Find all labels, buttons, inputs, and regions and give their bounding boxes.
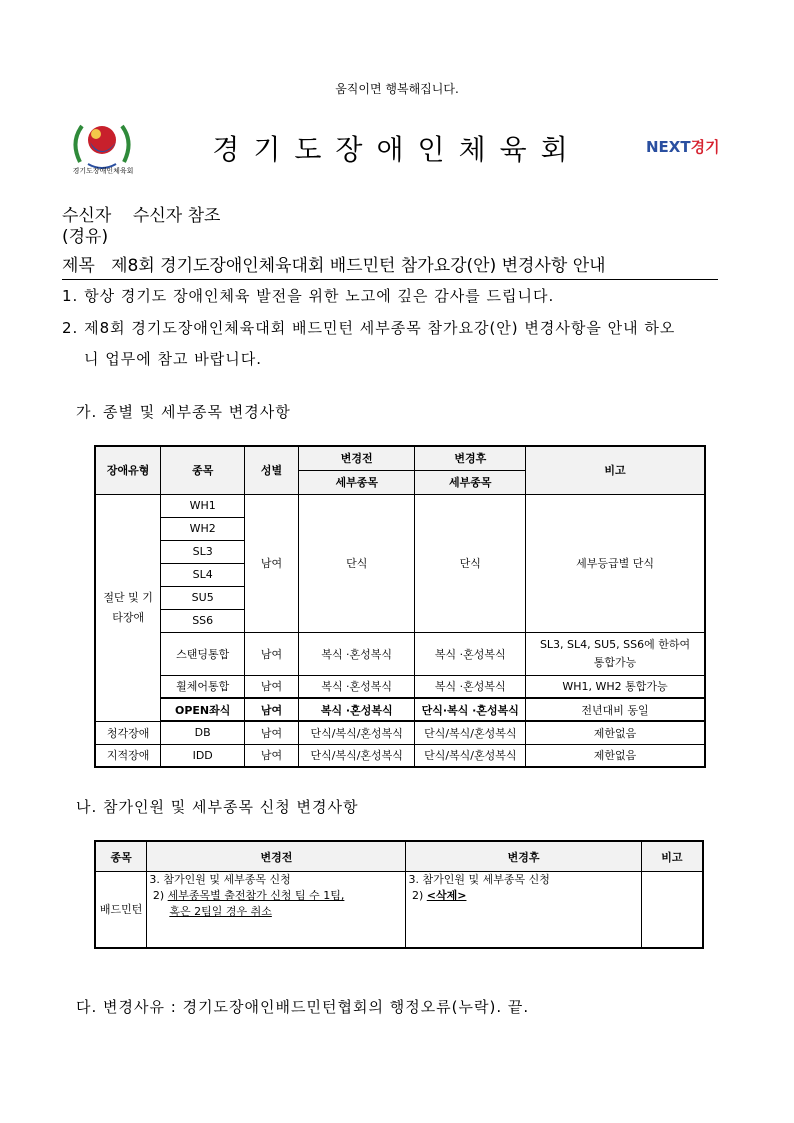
note-cell: WH1, WH2 통합가능: [526, 675, 705, 698]
organization-title: 경기도장애인체육회: [212, 133, 582, 166]
after-cell: 복식 ·혼성복식: [415, 675, 526, 698]
note-cell: 제한없음: [526, 744, 705, 767]
slogan: 움직이면 행복해집니다.: [335, 82, 459, 96]
t2-before-line-2: [149, 888, 405, 904]
section-a-heading: 가. 종별 및 세부종목 변경사항: [76, 403, 291, 421]
header-sub-after: 세부종목: [415, 470, 526, 494]
t2-before-cell: [147, 872, 406, 948]
t2-after-prefix: 2): [408, 889, 427, 902]
entry-change-table: [94, 840, 704, 949]
gender-cell: 남여: [245, 698, 299, 721]
conclusion: 다. 변경사유 : 경기도장애인배드민턴협회의 행정오류(누락). 끝.: [76, 998, 530, 1016]
next-gyeonggi-logo: [646, 136, 720, 157]
class-cell: SU5: [161, 586, 245, 609]
class-cell: SS6: [161, 609, 245, 632]
type-amputation: 절단 및 기타장애: [95, 494, 161, 721]
header-type: 장애유형: [95, 446, 161, 494]
t2-after-cell: [406, 872, 641, 948]
header-event: 종목: [161, 446, 245, 494]
logo-caption: 경기도장애인체육회: [72, 167, 134, 175]
header-before: 변경전: [298, 446, 415, 470]
note-cell: 제한없음: [526, 721, 705, 744]
t2-before-line: 3. 참가인원 및 세부종목 신청: [149, 873, 291, 886]
t2-before-text: 혹은 2팀일 경우 취소: [169, 905, 272, 918]
t2-after-line-2: [408, 888, 640, 904]
before-cell: 복식 ·혼성복식: [298, 698, 415, 721]
before-cell: 단식/복식/혼성복식: [298, 721, 415, 744]
paragraph-2: 2. 제8회 경기도장애인체육대회 배드민턴 세부종목 참가요강(안) 변경사항을 안내 하오: [62, 319, 676, 337]
class-cell: SL3: [161, 540, 245, 563]
class-gender: 남여: [245, 494, 299, 632]
via-label: (경유): [62, 227, 109, 247]
before-cell: 복식 ·혼성복식: [298, 675, 415, 698]
subject-line: [62, 251, 718, 280]
note-cell: [526, 632, 705, 675]
header-after: 변경후: [415, 446, 526, 470]
gender-cell: 남여: [245, 744, 299, 767]
class-note: 세부등급별 단식: [526, 494, 705, 632]
type-intellectual: 지적장애: [95, 744, 161, 767]
note-line: SL3, SL4, SU5, SS6에 한하여: [539, 637, 691, 651]
note-cell: 전년대비 동일: [526, 698, 705, 721]
recipient-value: 수신자 참조: [132, 206, 221, 226]
section-b-heading: 나. 참가인원 및 세부종목 신청 변경사항: [76, 798, 359, 816]
t2-header-after: 변경후: [406, 841, 641, 872]
class-after: 단식: [415, 494, 526, 632]
event-cell: IDD: [161, 744, 245, 767]
t2-header-before: 변경전: [147, 841, 406, 872]
t2-before-line-3: [149, 904, 405, 920]
t2-header-event: 종목: [95, 841, 147, 872]
recipient-label: 수신자: [62, 206, 112, 226]
after-cell: 단식/복식/혼성복식: [415, 721, 526, 744]
class-cell: WH1: [161, 494, 245, 517]
t2-after-text: <삭제>: [426, 889, 467, 902]
paragraph-1: 1. 항상 경기도 장애인체육 발전을 위한 노고에 깊은 감사를 드립니다.: [62, 287, 555, 305]
after-cell: 복식 ·혼성복식: [415, 632, 526, 675]
event-cell: 스탠딩통합: [161, 632, 245, 675]
event-change-table: [94, 445, 706, 768]
after-cell: 단식·복식 ·혼성복식: [415, 698, 526, 721]
header-gender: 성별: [245, 446, 299, 494]
before-cell: 단식/복식/혼성복식: [298, 744, 415, 767]
note-line: 통합가능: [593, 655, 637, 669]
event-cell: 휠체어통합: [161, 675, 245, 698]
event-cell: DB: [161, 721, 245, 744]
header-note: 비고: [526, 446, 705, 494]
event-cell: OPEN좌식: [161, 698, 245, 721]
t2-after-line: 3. 참가인원 및 세부종목 신청: [408, 873, 550, 886]
after-cell: 단식/복식/혼성복식: [415, 744, 526, 767]
class-cell: SL4: [161, 563, 245, 586]
paragraph-2-cont: 니 업무에 참고 바랍니다.: [84, 350, 262, 368]
before-cell: 복식 ·혼성복식: [298, 632, 415, 675]
t2-before-text: 세부종목별 출전참가 신청 팀 수 1팀,: [167, 889, 345, 902]
next-brand-text: NEXT: [646, 138, 691, 156]
gyeonggi-brand-text: 경기: [690, 138, 720, 156]
t2-before-prefix: 2): [149, 889, 168, 902]
subject-label: 제목: [62, 256, 95, 276]
gender-cell: 남여: [245, 675, 299, 698]
class-before: 단식: [298, 494, 415, 632]
class-cell: WH2: [161, 517, 245, 540]
gender-cell: 남여: [245, 721, 299, 744]
t2-header-note: 비고: [641, 841, 703, 872]
header-sub-before: 세부종목: [298, 470, 415, 494]
gender-cell: 남여: [245, 632, 299, 675]
t2-note: [641, 872, 703, 948]
type-hearing: 청각장애: [95, 721, 161, 744]
t2-event: 배드민턴: [95, 872, 147, 948]
subject-value: 제8회 경기도장애인체육대회 배드민턴 참가요강(안) 변경사항 안내: [111, 256, 606, 276]
